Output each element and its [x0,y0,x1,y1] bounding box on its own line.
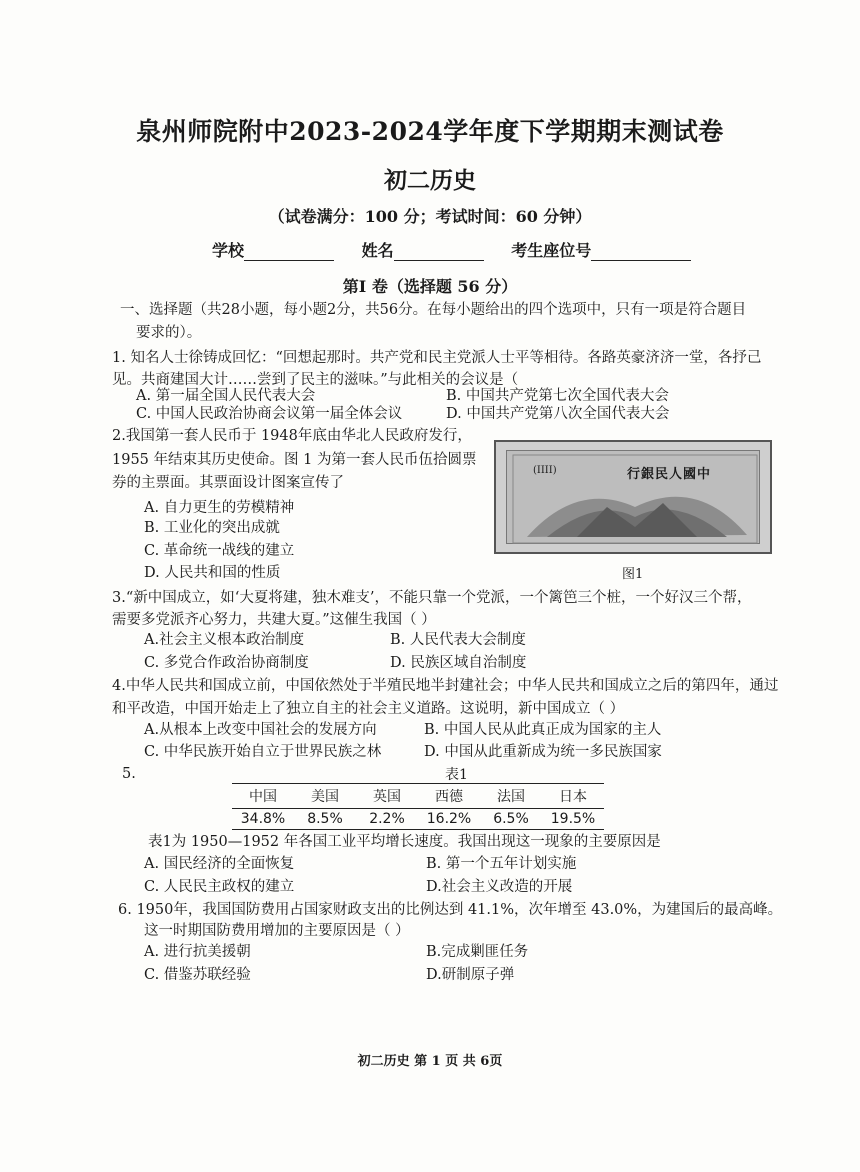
exam-title: 泉州师院附中2023-2024学年度下学期期末测试卷 [136,117,724,146]
q6-stem-2: 这一时期国防费用增加的主要原因是（ ） [144,923,410,939]
name-blank[interactable] [394,244,484,261]
q3-option-c: C. 多党合作政治协商制度 [144,655,309,671]
q5-option-a: A. 国民经济的全面恢复 [144,856,295,872]
q2-option-b: B. 工业化的突出成就 [144,520,280,536]
q4-stem-1: 4.中华人民共和国成立前，中国依然处于半殖民地半封建社会；中华人民共和国成立之后的第四年，通过 [112,678,779,694]
figure-1-label: 图1 [622,567,644,582]
table-header: 日本 [559,789,587,805]
page-footer: 初二历史 第 1 页 共 6页 [357,1054,503,1069]
q1-option-b: B. 中国共产党第七次全国代表大会 [446,388,669,404]
q3-stem-2: 需要多党派齐心努力，共建大夏。”这催生我国（ ） [112,612,436,628]
banknote-serial: (IIII) [533,465,557,476]
q2-option-c: C. 革命统一战线的建立 [144,543,295,559]
q3-stem-1: 3.“新中国成立，如‘大夏将建，独木难支’，不能只靠一个党派，一个篱笆三个桩，一个好汉三个帮， [112,590,752,606]
table-cell: 19.5% [550,811,596,827]
q4-stem-2: 和平改造，中国开始走上了独立自主的社会主义道路。这说明，新中国成立（ ） [112,701,625,717]
q6-option-c: C. 借鉴苏联经验 [144,967,251,983]
seat-blank[interactable] [591,244,691,261]
table-header: 美国 [311,789,339,805]
q6-option-b: B.完成剿匪任务 [426,944,529,960]
school-label: 学校 [212,241,245,260]
q5-option-b: B. 第一个五年计划实施 [426,856,577,872]
student-fields [212,238,713,261]
section-instructions-2: 要求的）。 [136,325,202,341]
q2-option-d: D. 人民共和国的性质 [144,565,281,581]
q1-stem-1: 1. 知名人士徐铸成回忆：“回想起那时。共产党和民主党派人士平等相待。各路英豪济济一堂，各抒己 [112,350,762,366]
table-header: 西德 [435,789,463,805]
table-row [232,809,604,830]
q4-option-b: B. 中国人民从此真正成为国家的主人 [424,722,662,738]
q4-option-c: C. 中华民族开始自立于世界民族之林 [144,744,382,760]
table-cell: 16.2% [426,811,472,827]
q6-stem-1: 6. 1950年，我国国防费用占国家财政支出的比例达到 41.1%，次年增至 43.0%，为建国后的最高峰。 [118,902,783,918]
table-1-caption: 表1 [445,767,468,783]
banknote-image [494,440,772,554]
q1-option-c: C. 中国人民政治协商会议第一届全体会议 [136,406,403,422]
q5-number: 5. [122,766,136,782]
q5-option-c: C. 人民民主政权的建立 [144,879,295,895]
table-header: 法国 [497,789,525,805]
school-blank[interactable] [244,244,334,261]
table-cell: 6.5% [493,811,529,827]
name-label: 姓名 [361,241,394,260]
table-header: 中国 [249,789,277,805]
exam-info: （试卷满分：100 分；考试时间：60 分钟） [268,207,592,226]
banknote-frame [506,450,760,544]
q6-option-a: A. 进行抗美援朝 [144,944,251,960]
q1-option-a: A. 第一届全国人民代表大会 [136,388,316,404]
q1-option-d: D. 中国共产党第八次全国代表大会 [446,406,670,422]
table-cell: 34.8% [240,811,286,827]
table-header: 英国 [373,789,401,805]
q3-option-b: B. 人民代表大会制度 [390,632,526,648]
q4-option-a: A.从根本上改变中国社会的发展方向 [144,722,377,738]
section-instructions-1: 一、选择题（共28小题，每小题2分，共56分。在每小题给出的四个选项中，只有一项是符合题目 [120,302,747,318]
seat-label: 考生座位号 [511,241,592,260]
q2-stem-2: 1955 年结束其历史使命。图 1 为第一套人民币伍拾圆票 [112,452,477,468]
q3-option-d: D. 民族区域自治制度 [390,655,527,671]
q6-option-d: D.研制原子弹 [426,967,515,983]
q3-option-a: A.社会主义根本政治制度 [144,632,305,648]
q1-stem-2: 见。共商建国大计……尝到了民主的滋味。”与此相关的会议是（ [112,372,519,388]
exam-subject: 初二历史 [384,167,476,194]
q2-option-a: A. 自力更生的劳模精神 [144,500,295,516]
q2-stem-1: 2.我国第一套人民币于 1948年底由华北人民政府发行， [112,428,472,444]
q5-option-d: D.社会主义改造的开展 [426,879,573,895]
table-cell: 8.5% [307,811,343,827]
growth-rate-table [232,783,604,830]
part-title: 第Ⅰ 卷（选择题 56 分） [342,277,518,296]
q4-option-d: D. 中国从此重新成为统一多民族国家 [424,744,662,760]
table-cell: 2.2% [369,811,405,827]
banknote-bank-name: 行銀民人國中 [627,467,712,482]
q2-stem-3: 券的主票面。其票面设计图案宣传了 [112,475,344,491]
q5-stem: 表1为 1950—1952 年各国工业平均增长速度。我国出现这一现象的主要原因是 [148,834,661,850]
table-header-row [232,784,604,809]
